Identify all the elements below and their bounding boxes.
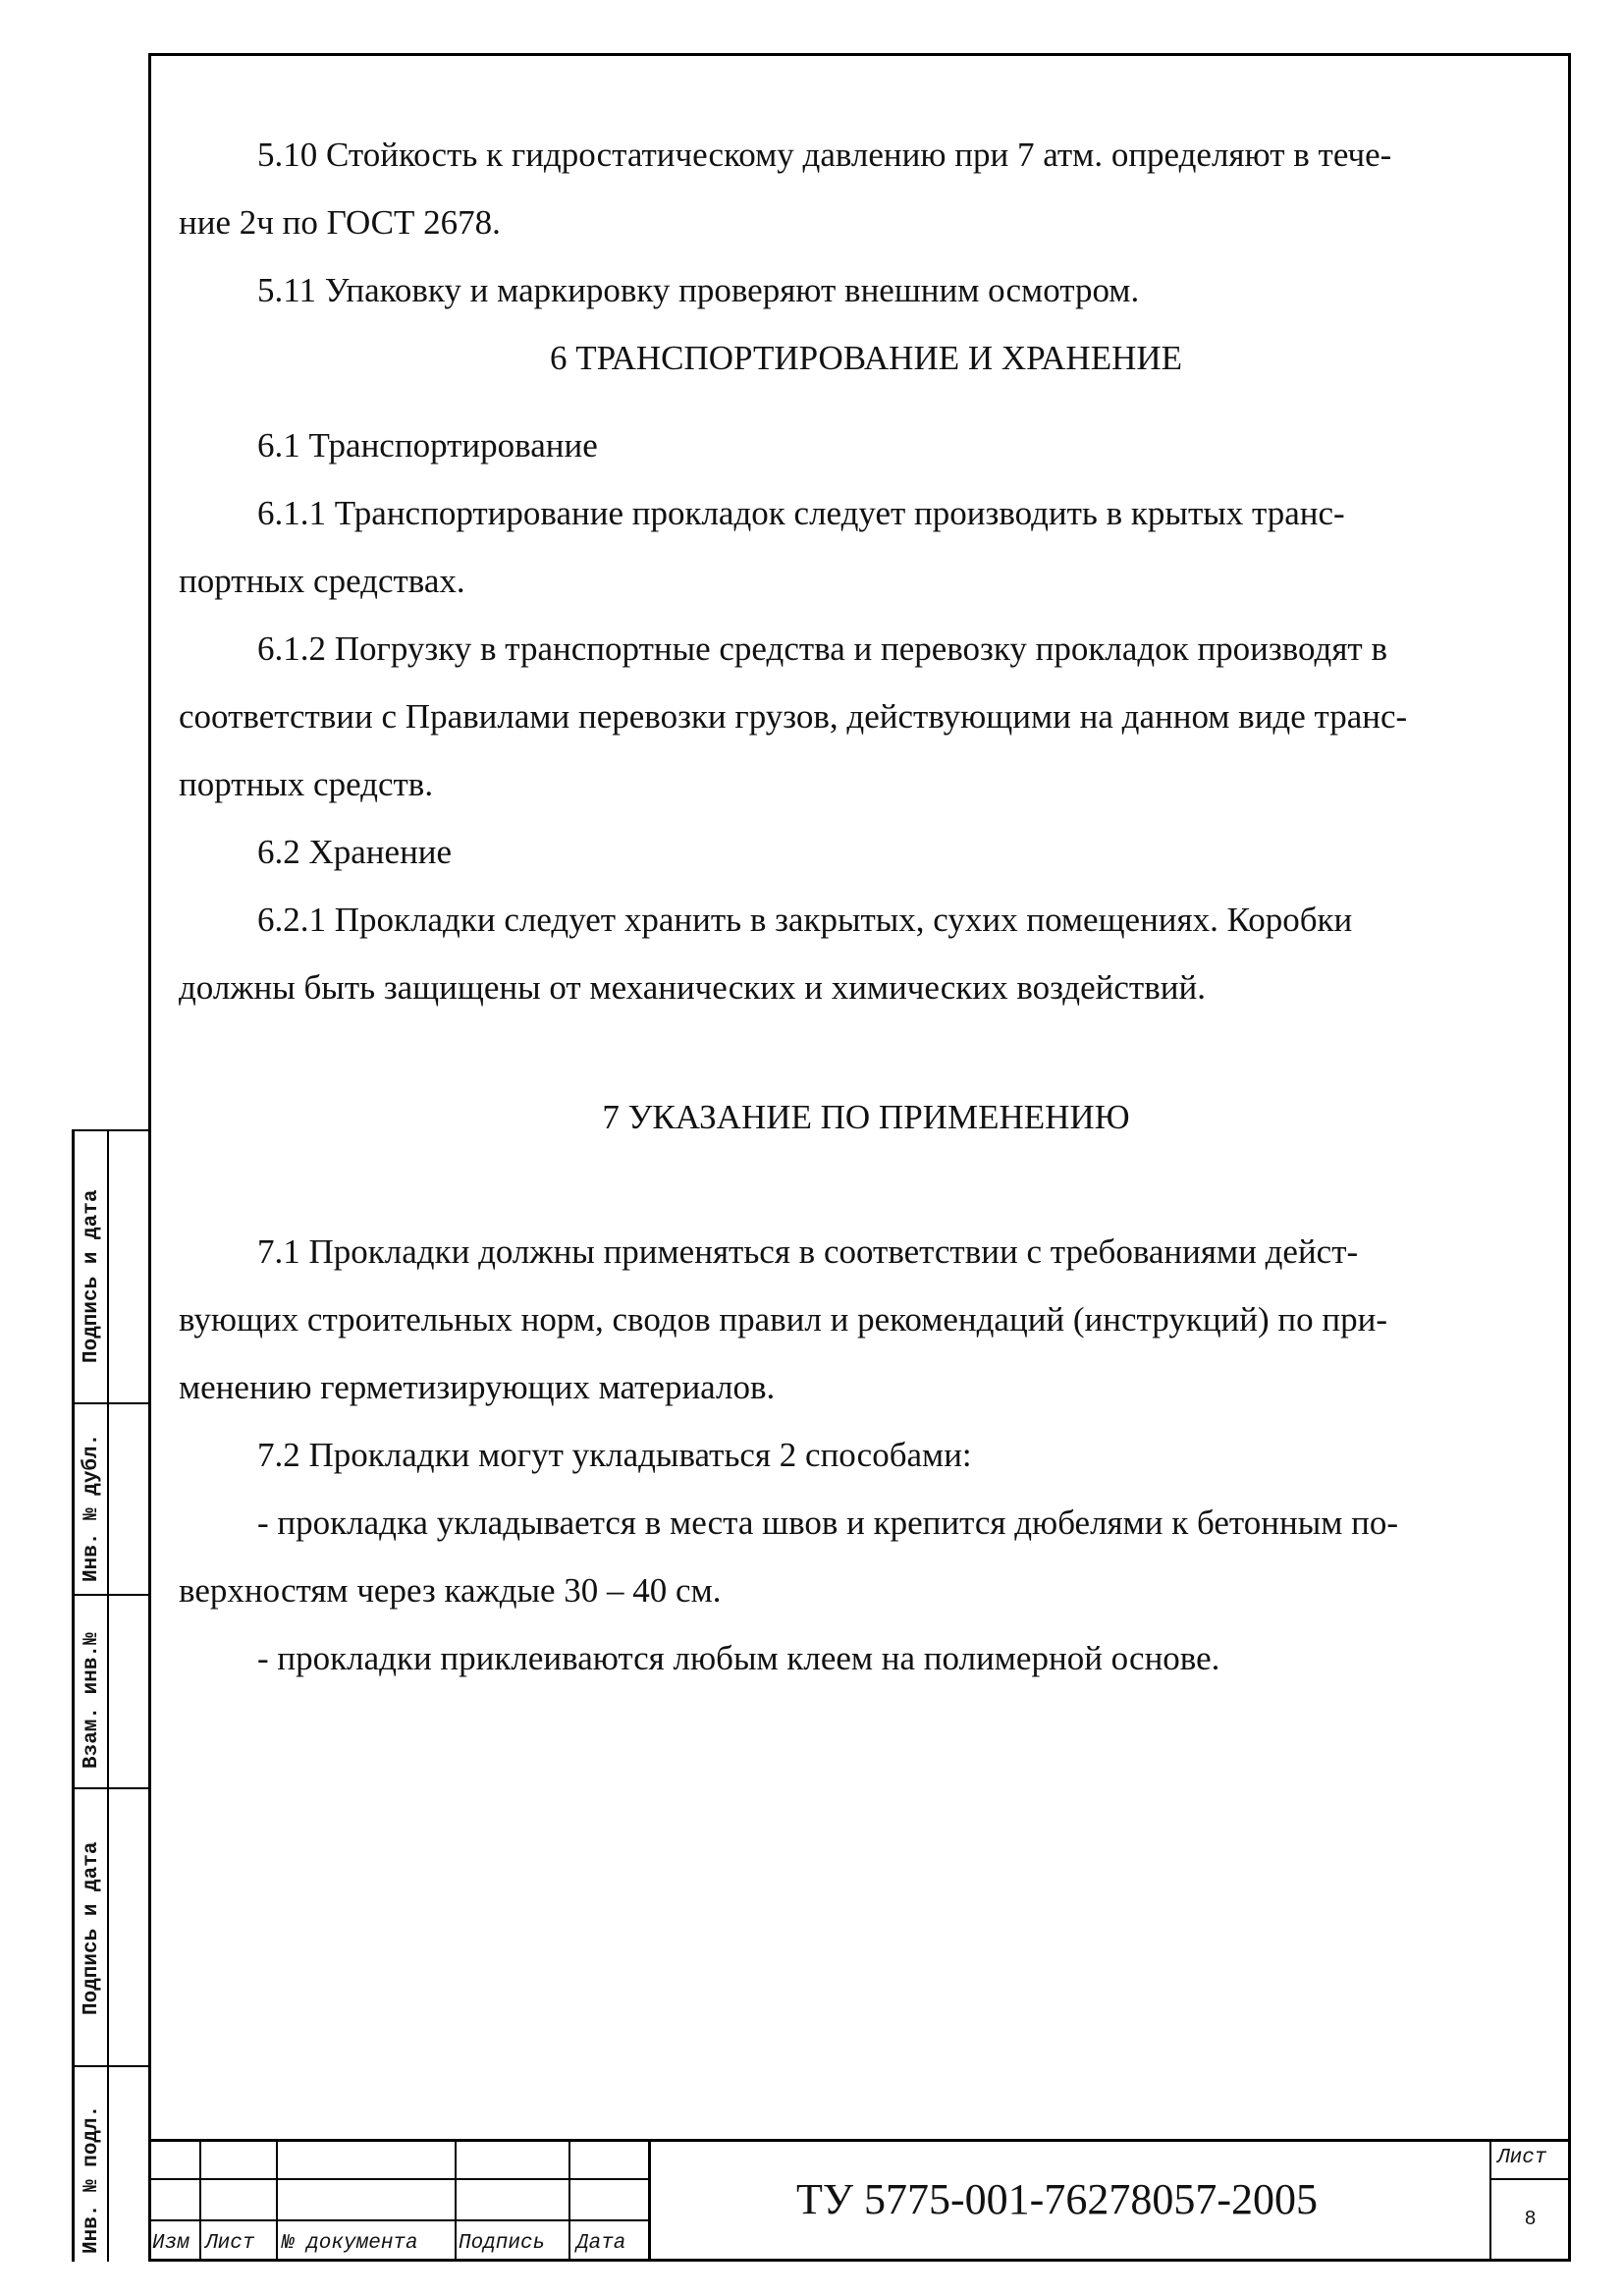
paragraph-7-1-line2: вующих строительных норм, сводов правил и рекомендаций (инструкций) по при- [179,1300,1388,1339]
col-date-label: Дата [576,2232,626,2255]
paragraph-6-1-2-line2: соответствии с Правилами перевозки грузов, действующими на данном виде транс- [179,697,1408,736]
stamp-cell-signature-date-2 [72,1787,148,2065]
paragraph-6-1-1-line2: портных средствах. [179,562,465,600]
section-7-heading: 7 УКАЗАНИЕ ПО ПРИМЕНЕНИЮ [602,1098,1130,1136]
stamp-cell-inv-podl [72,2065,148,2262]
paragraph-7-2: 7.2 Прокладки могут укладываться 2 способами: [257,1436,972,1474]
col-line-5 [648,2139,651,2262]
paragraph-6-1-2-line1: 6.1.2 Погрузку в транспортные средства и перевозку прокладок производят в [257,629,1387,668]
stamp-cell-signature-date-1 [72,1129,148,1402]
title-block [148,2139,1571,2262]
paragraph-6-1-2-line3: портных средств. [179,765,434,803]
section-6-heading: 6 ТРАНСПОРТИРОВАНИЕ И ХРАНЕНИЕ [549,339,1183,377]
col-line-6 [1489,2139,1491,2262]
stamp-podpis-data-1: Подпись и дата [81,1189,103,1363]
document-number: ТУ 5775-001-76278057-2005 [796,2175,1318,2223]
paragraph-5-10-line2: ние 2ч по ГОСТ 2678. [179,203,501,242]
col-line-3 [455,2139,457,2262]
paragraph-7-1-line3: менению герметизирующих материалов. [179,1368,776,1406]
paragraph-6-2-1-line1: 6.2.1 Прокладки следует хранить в закрытых, сухих помещениях. Коробки [257,901,1353,939]
col-list-label: Лист [205,2232,255,2255]
col-line-4 [568,2139,570,2262]
bullet-1-line2: верхностям через каждые 30 – 40 см. [179,1571,722,1610]
title-block-row-line-1 [148,2178,649,2180]
col-doc-label: № документа [282,2232,418,2255]
paragraph-6-1-1-line1: 6.1.1 Транспортирование прокладок следует производить в крытых транс- [257,494,1345,532]
stamp-podpis-data-2: Подпись и дата [81,1841,103,2015]
bullet-1-line1: - прокладка укладывается в места швов и крепится дюбелями к бетонным по- [257,1503,1399,1542]
paragraph-6-2: 6.2 Хранение [257,833,453,871]
col-sign-label: Подпись [459,2232,546,2255]
bullet-2: - прокладки приклеиваются любым клеем на полимерной основе. [257,1639,1220,1677]
paragraph-5-10-line1: 5.10 Стойкость к гидростатическому давлению при 7 атм. определяют в тече- [257,136,1392,174]
stamp-cell-vzam-inv [72,1594,148,1787]
sheet-box-line [1490,2178,1571,2180]
stamp-cell-inv-dubl [72,1402,148,1594]
stamp-inv-podl: Инв. № подл. [81,2105,103,2254]
col-line-1 [199,2139,201,2262]
paragraph-6-2-1-line2: должны быть защищены от механических и химических воздействий. [179,968,1206,1007]
left-stamp [72,1129,148,2262]
title-block-top-line [148,2139,1571,2142]
col-line-2 [276,2139,278,2262]
title-block-row-line-2 [148,2219,649,2221]
sheet-number: 8 [1525,2208,1537,2229]
sheet-label: Лист [1497,2147,1547,2169]
paragraph-7-1-line1: 7.1 Прокладки должны применяться в соответствии с требованиями дейст- [257,1232,1359,1271]
paragraph-6-1: 6.1 Транспортирование [257,426,598,465]
stamp-vzam-inv: Взам. инв.№ [81,1632,103,1769]
stamp-inv-dubl: Инв. № дубл. [81,1433,103,1582]
paragraph-5-11: 5.11 Упаковку и маркировку проверяют внешним осмотром. [257,271,1140,309]
col-izm-label: Изм [152,2232,189,2255]
